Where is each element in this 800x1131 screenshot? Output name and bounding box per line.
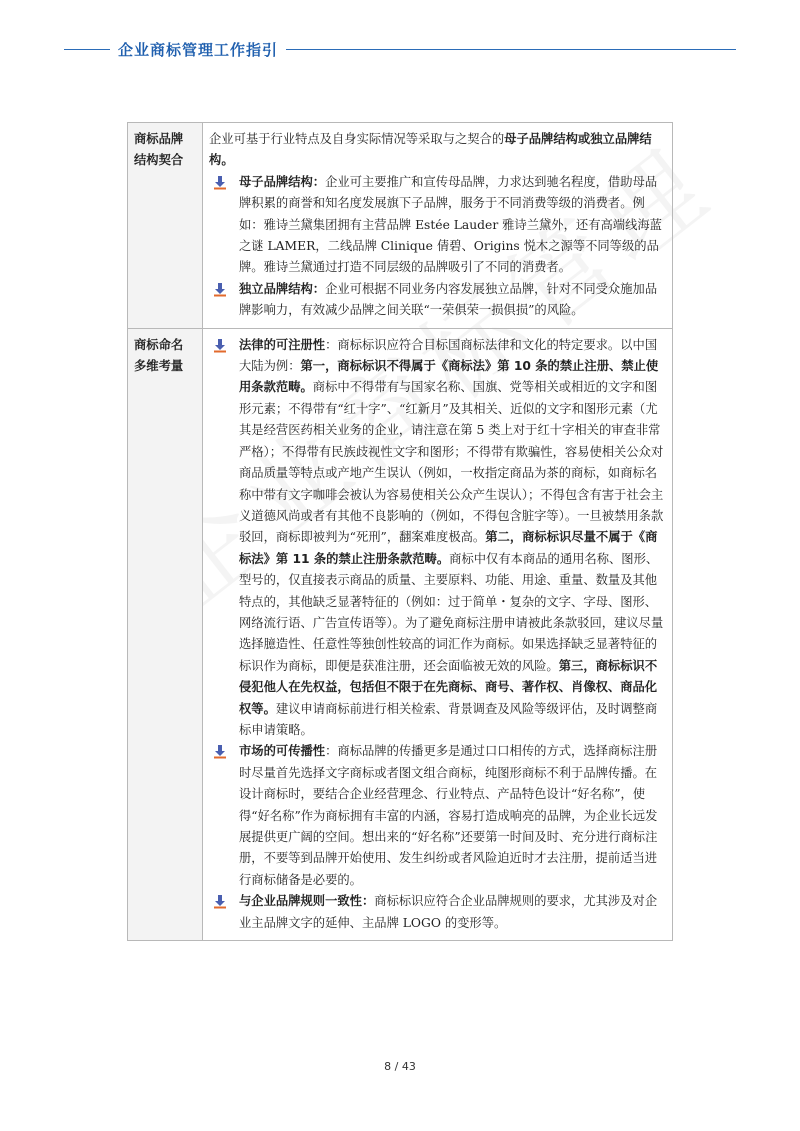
row-intro: 企业可基于行业特点及自身实际情况等采取与之契合的母子品牌结构或独立品牌结构。	[209, 132, 652, 168]
arrow-bullet-icon	[213, 745, 227, 759]
page-header	[64, 36, 736, 62]
page-separator: /	[394, 1060, 399, 1073]
guideline-table	[127, 122, 673, 941]
header-rule-right	[286, 49, 736, 50]
list-item: 母子品牌结构：企业可主要推广和宣传母品牌，力求达到驰名程度，借助母品牌积累的商誉和知名度发展旗下子品牌，服务于不同消费等级的消费者。例如：雅诗兰黛集团拥有主营品牌 Estée Lauder 雅诗兰黛外，还有高端线海蓝之谜 LAMER，二线品牌 Clinique 倩碧、Origins 悦木之源等不同等级的品牌。雅诗兰黛通过打造不同层级的品牌吸引了不同的消费者。	[209, 172, 664, 279]
arrow-bullet-icon	[213, 283, 227, 297]
row-content	[203, 328, 673, 940]
row-content	[203, 123, 673, 329]
header-title: 企业商标管理工作指引	[118, 40, 279, 59]
arrow-bullet-icon	[213, 339, 227, 353]
list-item: 与企业品牌规则一致性：商标标识应符合企业品牌规则的要求，尤其涉及对企业主品牌文字的延伸、主品牌 LOGO 的变形等。	[209, 891, 664, 934]
header-rule-left	[64, 49, 110, 50]
list-item: 市场的可传播性：商标品牌的传播更多是通过口口相传的方式，选择商标注册时尽量首先选择文字商标或者图文组合商标，纯图形商标不利于品牌传播。在设计商标时，要结合企业经营理念、行业特点、产品特色设计“好名称”，使得“好名称”作为商标拥有丰富的内涵，容易打造成响亮的品牌，为企业长远发展提供更广阔的空间。想出来的“好名称”还要第一时间及时、充分进行商标注册，不要等到品牌开始使用、发生纠纷或者风险迫近时才去注册，提前适当进行商标储备是必要的。	[209, 741, 664, 891]
page-number	[0, 1060, 800, 1073]
arrow-bullet-icon	[213, 895, 227, 909]
table-row	[128, 328, 673, 940]
arrow-bullet-icon	[213, 176, 227, 190]
row-label: 商标品牌结构契合	[128, 123, 203, 329]
total-pages: 43	[401, 1060, 416, 1073]
list-item: 独立品牌结构：企业可根据不同业务内容发展独立品牌，针对不同受众施加品牌影响力，有效减少品牌之间关联“一荣俱荣一损俱损”的风险。	[209, 279, 664, 322]
row-label: 商标命名多维考量	[128, 328, 203, 940]
current-page: 8	[384, 1060, 392, 1073]
table-row	[128, 123, 673, 329]
list-item: 法律的可注册性：商标标识应符合目标国商标法律和文化的特定要求。以中国大陆为例：第一，商标标识不得属于《商标法》第 10 条的禁止注册、禁止使用条款范畴。商标中不得带有与国家名称、国旗、党等相关或相近的文字和图形元素；不得带有“红十字”、“红新月”及其相关、近似的文字和图形元素（尤其是经营医药相关业务的企业，请注意在第 5 类上对于红十字相关的审查非常严格）；不得带有民族歧视性文字和图形；不得带有欺骗性，容易使相关公众对商品质量等特点或产地产生误认（例如，一枚指定商品为茶的商标，如商标名称中带有文字咖啡会被认为容易使相关公众产生误认）；不得包含有害于社会主义道德风尚或者有其他不良影响的（例如，不得包含脏字等）。一旦被禁用条款驳回，商标即被判为“死刑”，翻案难度极高。第二，商标标识尽量不属于《商标法》第 11 条的禁止注册条款范畴。商标中仅有本商品的通用名称、图形、型号的，仅直接表示商品的质量、主要原料、功能、用途、重量、数量及其他特点的，其他缺乏显著特征的（例如：过于简单・复杂的文字、字母、图形、网络流行语、广告宣传语等）。为了避免商标注册申请被此条款驳回，建议尽量选择臆造性、任意性等独创性较高的词汇作为商标。如果选择缺乏显著特征的标识作为商标，即便是获准注册，还会面临被无效的风险。第三，商标标识不侵犯他人在先权益，包括但不限于在先商标、商号、著作权、肖像权、商品化权等。建议申请商标前进行相关检索、背景调查及风险等级评估，及时调整商标申请策略。	[209, 335, 664, 742]
